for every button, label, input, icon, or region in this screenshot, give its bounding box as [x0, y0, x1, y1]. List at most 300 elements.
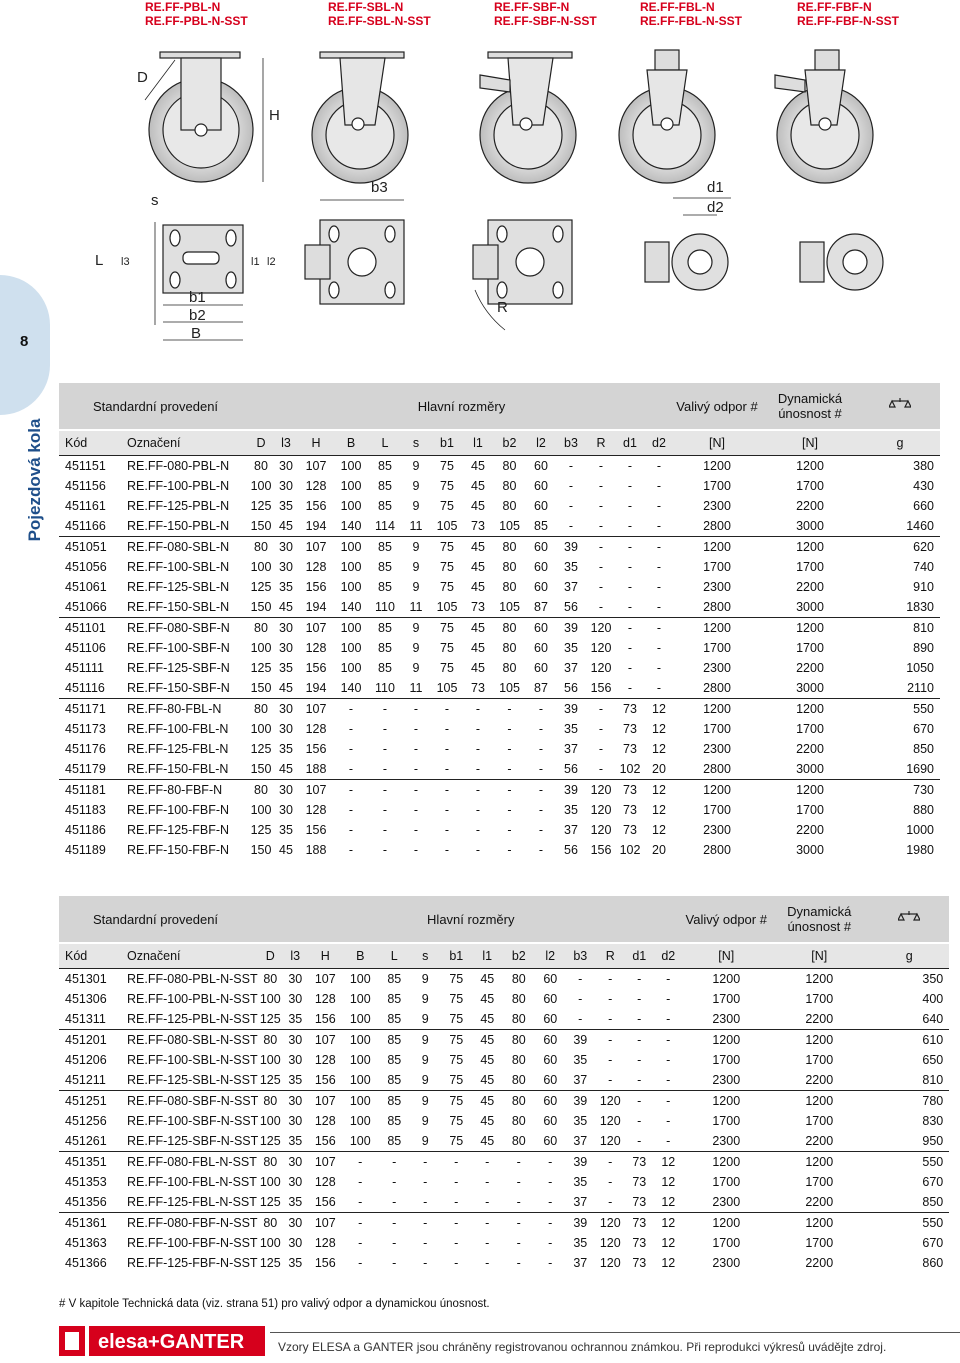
value-cell: - [598, 499, 604, 513]
value-cell: 60 [526, 456, 556, 477]
table-row [59, 1070, 949, 1091]
code-cell: 451353 [65, 1175, 107, 1189]
column-header: b1 [431, 430, 463, 456]
value-cell: 100 [349, 1053, 371, 1067]
table-row [59, 1009, 949, 1030]
value-cell: - [627, 479, 633, 493]
designation-cell: RE.FF-125-SBL-N [127, 580, 230, 594]
value-cell: 60 [526, 537, 556, 558]
value-cell: - [598, 519, 604, 533]
value-cell: - [516, 1175, 521, 1189]
value-cell: 1200 [769, 1091, 869, 1112]
column-header: g [869, 943, 949, 969]
value-cell: 350 [869, 969, 949, 990]
value-cell: 120 [590, 803, 612, 817]
value-cell: 56 [564, 762, 578, 776]
label-b1: b1 [189, 289, 206, 306]
value-cell: - [392, 1236, 397, 1250]
value-cell: 35 [288, 1012, 303, 1026]
value-cell: 85 [378, 1091, 410, 1112]
column-header: Kód [59, 430, 121, 456]
value-cell: 45 [279, 681, 293, 695]
value-cell: 125 [259, 1195, 281, 1209]
value-cell: 73 [471, 681, 485, 695]
value-cell: 75 [440, 479, 454, 493]
value-cell: - [595, 969, 625, 990]
value-cell: 1700 [805, 1236, 834, 1250]
value-cell: - [382, 742, 388, 756]
value-cell: 107 [299, 456, 333, 477]
value-cell: 194 [305, 681, 327, 695]
value-cell: - [598, 722, 604, 736]
value-cell: - [348, 803, 354, 817]
value-cell: 3000 [796, 600, 824, 614]
value-cell: 30 [282, 1030, 308, 1051]
value-cell: - [348, 823, 354, 837]
value-cell: 9 [421, 992, 429, 1006]
swivel-caster-side-view [312, 52, 408, 183]
designation-cell: RE.FF-150-PBL-N [127, 519, 230, 533]
value-cell: 85 [378, 499, 392, 513]
value-cell: - [358, 1175, 363, 1189]
column-header: l3 [273, 430, 299, 456]
value-cell: - [637, 1012, 642, 1026]
threaded-brake-caster-plan-view [800, 234, 883, 290]
value-cell: 650 [922, 1053, 944, 1067]
value-cell: 1700 [712, 1114, 741, 1128]
column-header: s [410, 943, 440, 969]
value-cell: 73 [471, 519, 485, 533]
value-cell: 12 [652, 803, 666, 817]
value-cell: 2300 [712, 1134, 741, 1148]
value-cell: 30 [273, 456, 299, 477]
value-cell: 1700 [712, 1175, 741, 1189]
value-cell: 1460 [906, 519, 934, 533]
designation-cell: RE.FF-080-FBF-N-SST [121, 1213, 258, 1234]
value-cell: 100 [333, 456, 369, 477]
value-cell: 140 [340, 681, 362, 695]
value-cell: 100 [349, 1073, 371, 1087]
code-cell: 451111 [65, 661, 104, 675]
value-cell: 73 [632, 1236, 647, 1250]
value-cell: 35 [288, 1134, 303, 1148]
table-row [59, 1233, 949, 1253]
value-cell: 2200 [805, 1012, 834, 1026]
column-header: l2 [526, 430, 556, 456]
value-cell: 30 [279, 722, 293, 736]
value-cell: 120 [595, 1091, 625, 1112]
value-cell: 80 [502, 479, 517, 493]
code-cell: 451366 [65, 1256, 107, 1270]
value-cell: 128 [305, 479, 327, 493]
value-cell: 1700 [703, 560, 731, 574]
value-cell: 75 [431, 456, 463, 477]
value-cell: 75 [449, 992, 464, 1006]
value-cell: 87 [534, 600, 548, 614]
value-cell: 140 [340, 600, 362, 614]
value-cell: 60 [534, 641, 548, 655]
value-cell: 2300 [703, 661, 731, 675]
value-cell: 60 [534, 661, 548, 675]
code-cell: 451151 [59, 456, 121, 477]
value-cell: 128 [314, 1175, 336, 1189]
value-cell: - [507, 762, 512, 776]
value-cell: 100 [340, 580, 362, 594]
value-cell: 2800 [703, 843, 731, 857]
header-main-dimensions: Hlavní rozměry [258, 896, 683, 943]
value-cell: 80 [493, 618, 526, 639]
value-cell: 75 [449, 1012, 464, 1026]
value-cell: 2200 [805, 1073, 834, 1087]
value-cell: 120 [586, 780, 616, 801]
value-cell: 39 [556, 780, 586, 801]
value-cell: 9 [421, 1012, 429, 1026]
label-D: D [137, 69, 148, 86]
designation-cell: RE.FF-100-SBL-N-SST [127, 1053, 258, 1067]
designation-cell: RE.FF-080-PBL-N [121, 456, 249, 477]
code-cell: 451361 [59, 1213, 121, 1234]
value-cell: 80 [502, 1091, 535, 1112]
value-cell: 35 [564, 803, 578, 817]
label-L: L [95, 252, 104, 269]
model-header-fbf: RE.FF-FBF-N RE.FF-FBF-N-SST [797, 0, 899, 28]
value-cell: 1200 [683, 1091, 769, 1112]
value-cell: 660 [913, 499, 934, 513]
designation-cell: RE.FF-100-FBF-N [127, 803, 230, 817]
value-cell: 110 [375, 681, 395, 695]
value-cell: 75 [431, 618, 463, 639]
header-main-dimensions: Hlavní rozměry [249, 383, 674, 430]
value-cell: 37 [573, 1195, 588, 1209]
value-cell: - [507, 843, 512, 857]
value-cell: 1200 [760, 780, 860, 801]
value-cell: 1200 [683, 1030, 769, 1051]
value-cell: - [656, 641, 662, 655]
value-cell: 35 [279, 580, 293, 594]
designation-cell: RE.FF-080-SBL-N [121, 537, 249, 558]
code-cell: 451211 [65, 1073, 106, 1087]
value-cell: - [454, 1256, 459, 1270]
value-cell: 125 [259, 1012, 281, 1026]
value-cell: - [401, 699, 431, 720]
value-cell: 1200 [769, 1213, 869, 1234]
value-cell: 830 [922, 1114, 944, 1128]
value-cell: - [644, 456, 674, 477]
value-cell: - [444, 803, 450, 817]
value-cell: - [625, 1091, 653, 1112]
value-cell: - [627, 560, 633, 574]
value-cell: 2800 [703, 762, 731, 776]
value-cell: 75 [440, 499, 454, 513]
value-cell: 150 [250, 843, 272, 857]
value-cell: - [454, 1236, 459, 1250]
value-cell: 30 [282, 1091, 308, 1112]
designation-cell: RE.FF-150-SBF-N [127, 681, 230, 695]
value-cell: 80 [258, 969, 282, 990]
value-cell: 9 [421, 1134, 429, 1148]
label-H: H [269, 107, 280, 124]
table-row [59, 840, 940, 860]
value-cell: 35 [279, 823, 293, 837]
value-cell: - [656, 681, 662, 695]
code-cell: 451306 [65, 992, 107, 1006]
value-cell: 670 [922, 1236, 944, 1250]
value-cell: - [656, 519, 662, 533]
value-cell: - [666, 1012, 671, 1026]
value-cell: 9 [421, 1073, 429, 1087]
value-cell: 9 [412, 580, 420, 594]
value-cell: - [413, 803, 419, 817]
value-cell: 9 [421, 1053, 429, 1067]
value-cell: - [538, 742, 544, 756]
value-cell: 194 [305, 519, 327, 533]
table-row [59, 1172, 949, 1192]
table-row [59, 1192, 949, 1213]
value-cell: 120 [590, 823, 612, 837]
value-cell: 39 [556, 699, 586, 720]
table-row [59, 658, 940, 678]
value-cell: 80 [502, 641, 517, 655]
value-cell: 107 [299, 780, 333, 801]
value-cell: 670 [913, 722, 934, 736]
code-cell: 451351 [59, 1152, 121, 1173]
column-header: d2 [644, 430, 674, 456]
value-cell: - [342, 1152, 378, 1173]
value-cell: 100 [342, 969, 378, 990]
value-cell: - [548, 1236, 553, 1250]
value-cell: - [526, 780, 556, 801]
value-cell: 156 [305, 499, 327, 513]
value-cell: - [502, 1213, 535, 1234]
column-header: l1 [463, 430, 493, 456]
value-cell: - [463, 780, 493, 801]
value-cell: 30 [288, 1175, 303, 1189]
designation-cell: RE.FF-125-SBF-N-SST [127, 1134, 259, 1148]
table-row [59, 597, 940, 618]
value-cell: - [348, 742, 354, 756]
value-cell: 156 [590, 843, 612, 857]
value-cell: 156 [314, 1012, 336, 1026]
value-cell: 45 [471, 661, 485, 675]
value-cell: - [608, 1175, 613, 1189]
value-cell: 850 [913, 742, 934, 756]
value-cell: 35 [288, 1256, 303, 1270]
column-header: Označení [121, 943, 258, 969]
swivel-brake-caster-plan-view [473, 220, 572, 330]
value-cell: 73 [471, 600, 485, 614]
value-cell: 2300 [712, 1195, 741, 1209]
value-cell: 85 [369, 618, 401, 639]
value-cell: 2300 [703, 580, 731, 594]
value-cell: 100 [250, 560, 272, 574]
column-header: B [333, 430, 369, 456]
value-cell: 9 [410, 1030, 440, 1051]
value-cell: 740 [913, 560, 934, 574]
value-cell: 107 [308, 1213, 342, 1234]
value-cell: - [485, 1256, 490, 1270]
value-cell: - [625, 1030, 653, 1051]
value-cell: 3000 [796, 843, 824, 857]
value-cell: - [608, 1195, 613, 1209]
value-cell: 30 [282, 1213, 308, 1234]
value-cell: 85 [378, 1030, 410, 1051]
column-header: b3 [556, 430, 586, 456]
value-cell: 128 [305, 641, 327, 655]
value-cell: 125 [250, 499, 272, 513]
code-cell: 451116 [65, 681, 105, 695]
value-cell: 85 [387, 1114, 402, 1128]
code-cell: 451166 [65, 519, 106, 533]
value-cell: 85 [378, 560, 392, 574]
value-cell: 105 [436, 681, 458, 695]
value-cell: 56 [564, 843, 578, 857]
value-cell: - [586, 537, 616, 558]
value-cell: 60 [534, 560, 548, 574]
value-cell: 156 [305, 823, 327, 837]
value-cell: 80 [258, 1152, 282, 1173]
designation-cell: RE.FF-125-FBL-N [127, 742, 229, 756]
column-header: H [299, 430, 333, 456]
model-header-fbl: RE.FF-FBL-N RE.FF-FBL-N-SST [640, 0, 742, 28]
value-cell: - [627, 580, 633, 594]
value-cell: 73 [616, 699, 644, 720]
value-cell: 45 [472, 969, 502, 990]
value-cell: 2300 [703, 499, 731, 513]
value-cell: - [656, 580, 662, 594]
value-cell: 80 [502, 1030, 535, 1051]
table-row [59, 969, 949, 990]
column-header: D [249, 430, 273, 456]
value-cell: - [608, 992, 613, 1006]
value-cell: 80 [511, 992, 526, 1006]
value-cell: 56 [564, 600, 578, 614]
value-cell: 2200 [805, 1134, 834, 1148]
value-cell: - [392, 1195, 397, 1209]
value-cell: 550 [860, 699, 940, 720]
value-cell: 35 [288, 1195, 303, 1209]
value-cell: - [423, 1175, 428, 1189]
table-row [59, 537, 940, 558]
value-cell: - [444, 722, 450, 736]
code-cell: 451161 [65, 499, 106, 513]
value-cell: 1200 [683, 969, 769, 990]
value-cell: 100 [333, 618, 369, 639]
value-cell: - [348, 722, 354, 736]
value-cell: 100 [340, 661, 362, 675]
value-cell: 30 [282, 969, 308, 990]
value-cell: - [475, 762, 481, 776]
value-cell: 12 [653, 1152, 683, 1173]
value-cell: 60 [543, 1012, 558, 1026]
value-cell: 150 [250, 681, 272, 695]
column-header: D [258, 943, 282, 969]
value-cell: 73 [632, 1175, 647, 1189]
value-cell: 100 [250, 479, 272, 493]
value-cell: - [378, 1152, 410, 1173]
value-cell: 80 [258, 1213, 282, 1234]
value-cell: - [568, 519, 574, 533]
value-cell: 85 [387, 1053, 402, 1067]
value-cell: - [598, 560, 604, 574]
table-row [59, 759, 940, 780]
code-cell: 451106 [65, 641, 106, 655]
table-row [59, 456, 940, 477]
value-cell: 30 [273, 537, 299, 558]
value-cell: - [656, 560, 662, 574]
value-cell: 950 [922, 1134, 944, 1148]
value-cell: 1700 [805, 1175, 834, 1189]
value-cell: 1000 [906, 823, 934, 837]
value-cell: 75 [449, 1134, 464, 1148]
value-cell: - [413, 722, 419, 736]
value-cell: 1700 [796, 641, 824, 655]
value-cell: 60 [543, 1134, 558, 1148]
table-row [59, 638, 940, 658]
value-cell: - [358, 1195, 363, 1209]
scale-icon [860, 383, 940, 430]
value-cell: 45 [279, 600, 293, 614]
value-cell: 1700 [712, 992, 741, 1006]
value-cell: - [423, 1256, 428, 1270]
value-cell: 30 [288, 1114, 303, 1128]
value-cell: 810 [922, 1073, 944, 1087]
value-cell: 45 [480, 992, 495, 1006]
value-cell: 2200 [796, 499, 824, 513]
value-cell: - [431, 699, 463, 720]
column-header: b3 [565, 943, 595, 969]
value-cell: 120 [586, 618, 616, 639]
value-cell: 35 [279, 499, 293, 513]
code-cell: 451251 [59, 1091, 121, 1112]
value-cell: - [595, 1152, 625, 1173]
code-cell: 451061 [65, 580, 107, 594]
designation-cell: RE.FF-125-FBL-N-SST [127, 1195, 257, 1209]
value-cell: - [410, 1152, 440, 1173]
value-cell: 110 [375, 600, 395, 614]
value-cell: 107 [308, 1091, 342, 1112]
value-cell: 100 [342, 1091, 378, 1112]
value-cell: - [653, 969, 683, 990]
value-cell: 156 [305, 580, 327, 594]
value-cell: - [538, 843, 544, 857]
value-cell: 1700 [712, 1236, 741, 1250]
value-cell: 45 [472, 1091, 502, 1112]
value-cell: 430 [913, 479, 934, 493]
value-cell: 75 [449, 1114, 464, 1128]
value-cell: 400 [922, 992, 944, 1006]
value-cell: 80 [502, 580, 517, 594]
value-cell: 9 [412, 661, 420, 675]
value-cell: 910 [913, 580, 934, 594]
value-cell: 1830 [906, 600, 934, 614]
value-cell: 2300 [712, 1073, 741, 1087]
value-cell: 105 [499, 600, 520, 614]
value-cell: 75 [449, 1053, 464, 1067]
value-cell: - [568, 499, 574, 513]
value-cell: - [656, 661, 662, 675]
value-cell: 12 [661, 1236, 676, 1250]
table-row [59, 800, 940, 820]
value-cell: 12 [661, 1195, 676, 1209]
value-cell: - [656, 600, 662, 614]
value-cell: 550 [869, 1213, 949, 1234]
code-cell: 451066 [65, 600, 107, 614]
code-cell: 451156 [65, 479, 106, 493]
code-cell: 451183 [65, 803, 106, 817]
value-cell: 107 [308, 1152, 342, 1173]
value-cell: 2800 [703, 600, 731, 614]
value-cell: 120 [590, 641, 612, 655]
